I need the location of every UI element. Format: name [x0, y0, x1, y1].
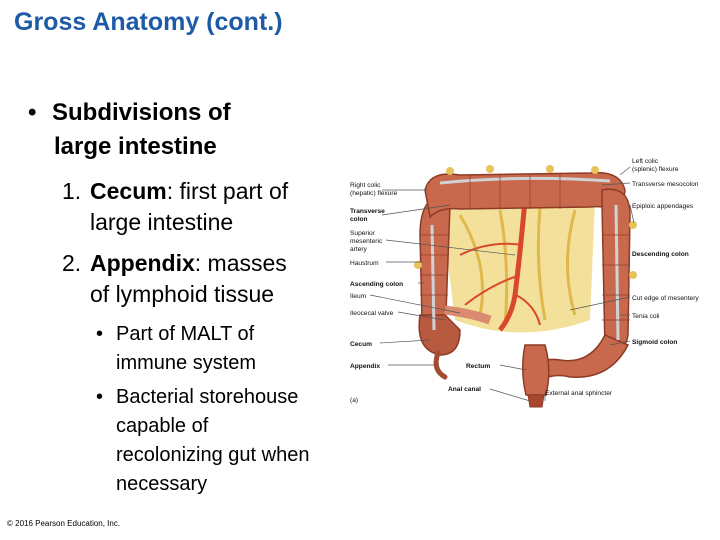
- label-superior-mesenteric-artery: mesenteric: [350, 238, 383, 245]
- label-ileum: Ileum: [350, 293, 367, 300]
- label-tenia-coli: Tenia coli: [632, 313, 660, 320]
- label-descending-colon: Descending colon: [632, 251, 689, 258]
- copyright-notice: © 2016 Pearson Education, Inc.: [7, 519, 121, 528]
- item-number: 2.: [62, 250, 82, 276]
- label-transverse-colon: Transverse: [350, 208, 385, 215]
- label-sigmoid-colon: Sigmoid colon: [632, 339, 678, 346]
- main-bullet-line: large intestine: [54, 133, 217, 160]
- main-bullet-line: Subdivisions of: [52, 99, 231, 126]
- slide-title: Gross Anatomy (cont.): [14, 8, 283, 36]
- bullet-marker: •: [96, 323, 104, 345]
- label-cecum: Cecum: [350, 341, 372, 348]
- item-text: large intestine: [90, 209, 234, 235]
- label-epiploic-appendages: Epiploic appendages: [632, 203, 694, 210]
- rectum: [523, 345, 549, 395]
- item-number: 1.: [62, 178, 82, 204]
- subbullet-line: Bacterial storehouse: [116, 386, 299, 408]
- label-anal-canal: Anal canal: [448, 386, 481, 393]
- anal-canal: [528, 395, 544, 407]
- label-external-anal-sphincter: External anal sphincter: [545, 390, 613, 397]
- label-ileocecal-valve: Ileocecal valve: [350, 310, 394, 317]
- item-term: Appendix: [90, 250, 195, 276]
- item-term: Cecum: [90, 178, 167, 204]
- label-superior-mesenteric-artery: artery: [350, 246, 367, 253]
- subbullet-line: capable of: [116, 415, 209, 437]
- bullet-marker: •: [28, 99, 37, 126]
- subbullet-line: necessary: [116, 473, 208, 495]
- label-part-a: (a): [350, 397, 359, 404]
- subbullet-line: recolonizing gut when: [116, 444, 310, 466]
- bullet-marker: •: [96, 386, 104, 408]
- label-ascending-colon: Ascending colon: [350, 281, 404, 288]
- label-right-colic-flexure: Right colic: [350, 182, 381, 189]
- item-text: : first part of: [166, 178, 289, 204]
- subbullet-line: Part of MALT of: [116, 323, 255, 345]
- item-text: of lymphoid tissue: [90, 281, 275, 307]
- label-transverse-colon: colon: [350, 216, 368, 223]
- label-superior-mesenteric-artery: Superior: [350, 230, 375, 237]
- large-intestine-figure: [340, 145, 715, 415]
- label-left-colic-flexure: Left colic: [632, 158, 659, 165]
- label-haustrum: Haustrum: [350, 260, 379, 267]
- label-right-colic-flexure: (hepatic) flexure: [350, 190, 398, 197]
- cecum: [419, 315, 460, 355]
- appendix: [436, 353, 445, 377]
- label-rectum: Rectum: [466, 363, 491, 370]
- label-cut-edge-of-mesentery: Cut edge of mesentery: [632, 295, 699, 302]
- label-transverse-mesocolon: Transverse mesocolon: [632, 181, 699, 188]
- label-appendix: Appendix: [350, 363, 381, 370]
- label-left-colic-flexure: (splenic) flexure: [632, 166, 679, 173]
- subbullet-line: immune system: [116, 352, 257, 374]
- item-text: : masses: [194, 250, 287, 276]
